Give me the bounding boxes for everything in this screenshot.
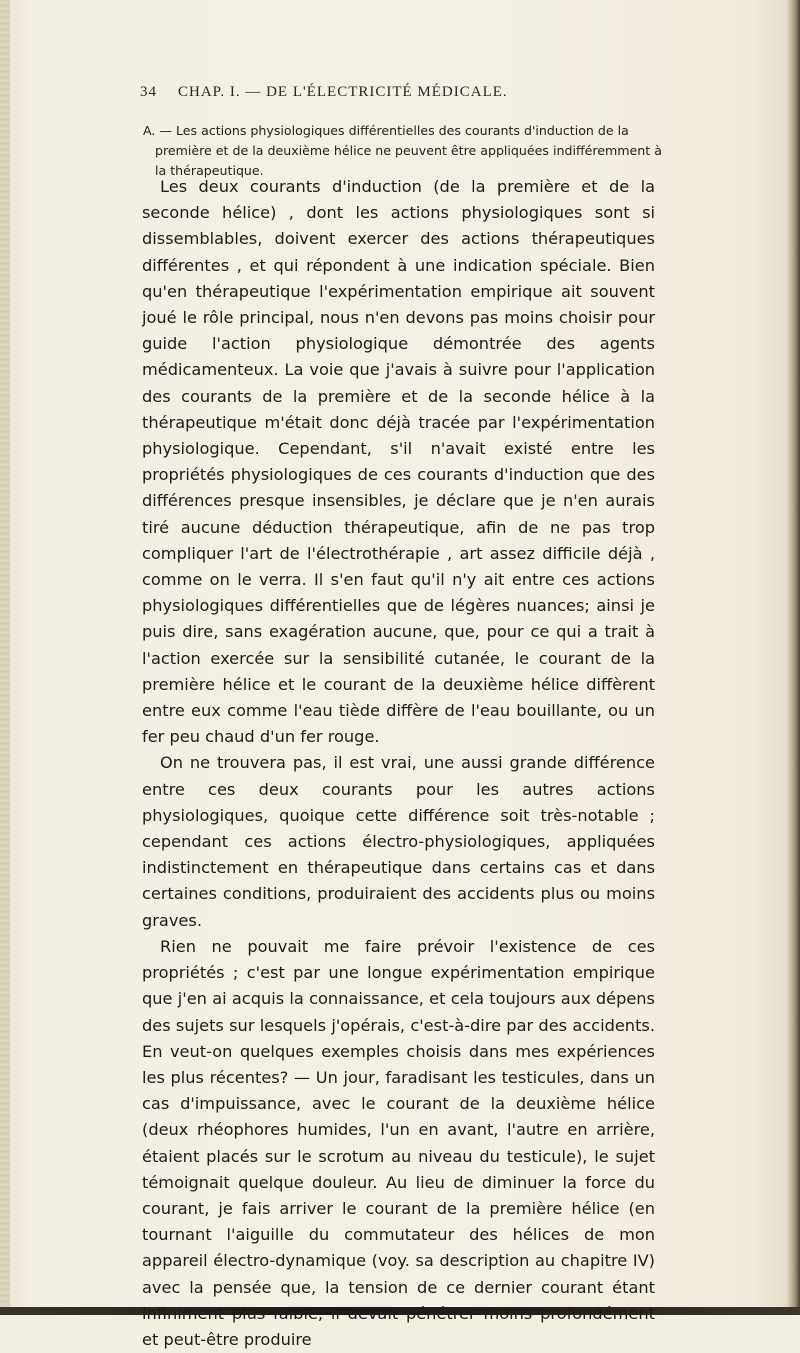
page-right-edge-shadow bbox=[786, 0, 800, 1315]
body-text bbox=[142, 174, 655, 1353]
paragraph-3: Rien ne pouvait me faire prévoir l'existence de ces propriétés ; c'est par une longue expérimentation empirique que j'en ai acquis la connaissance, et cela toujours aux dépens des sujets sur lesquels j'opérais, c'est-à-dire par des accidents. En veut-on quelques exemples choisis dans mes expériences les plus récentes? — Un jour, faradisant les testicules, dans un cas d'impuissance, avec le courant de la deuxième hélice (deux rhéophores humides, l'un en avant, l'autre en arrière, étaient placés sur le scrotum au niveau du testicule), le sujet témoignait quelque douleur. Au lieu de diminuer la force du courant, je fais arriver le courant de la première hélice (en tournant l'aiguille du commutateur des hélices de mon appareil électro-dynamique (voy. sa description au chapitre IV) avec la pensée que, la tension de ce dernier courant étant infiniment plus faible, il devait pénétrer moins profondément et peut-être produire bbox=[142, 936, 655, 1349]
section-summary: A. — Les actions physiologiques différentielles des courants d'induction de la première et de la deuxième hélice ne peuvent être appliquées indifféremment à la thérapeutique. bbox=[143, 123, 662, 178]
page-number: 34 bbox=[140, 84, 157, 100]
running-title: CHAP. I. — DE L'ÉLECTRICITÉ MÉDICALE. bbox=[178, 84, 508, 100]
paragraph-2: On ne trouvera pas, il est vrai, une aussi grande différence entre ces deux courants pour les autres actions physiologiques, quoique cette différence soit très-notable ; cependant ces actions électro-physiologiques, appliquées indistinctement en thérapeutique dans certains cas et dans certaines conditions, produiraient des accidents plus ou moins graves. bbox=[142, 753, 655, 930]
page-binding-edge bbox=[0, 0, 10, 1315]
paragraph-1: Les deux courants d'induction (de la première et de la seconde hélice) , dont les actions physiologiques sont si dissemblables, doivent exercer des actions thérapeutiques différentes , et qui répondent à une indication spéciale. Bien qu'en thérapeutique l'expérimentation empirique ait souvent joué le rôle principal, nous n'en devons pas moins choisir pour guide l'action physiologique démontrée des agents médicamenteux. La voie que j'avais à suivre pour l'application des courants de la première et de la seconde hélice à la thérapeutique m'était donc déjà tracée par l'expérimentation physiologique. Cependant, s'il n'avait existé entre les propriétés physiologiques de ces courants d'induction que des différences presque insensibles, je déclare que je n'en aurais tiré aucune déduction thérapeutique, afin de ne pas trop compliquer l'art de l'électrothérapie , art assez difficile déjà , comme on le verra. Il s'en faut qu'il n'y ait entre ces actions physiologiques différentielles que de légères nuances; ainsi je puis dire, sans exagération aucune, que, pour ce qui a trait à l'action exercée sur la sensibilité cutanée, le courant de la première hélice et le courant de la deuxième hélice diffèrent entre eux comme l'eau tiède diffère de l'eau bouillante, ou un fer peu chaud d'un fer rouge. bbox=[142, 177, 655, 747]
